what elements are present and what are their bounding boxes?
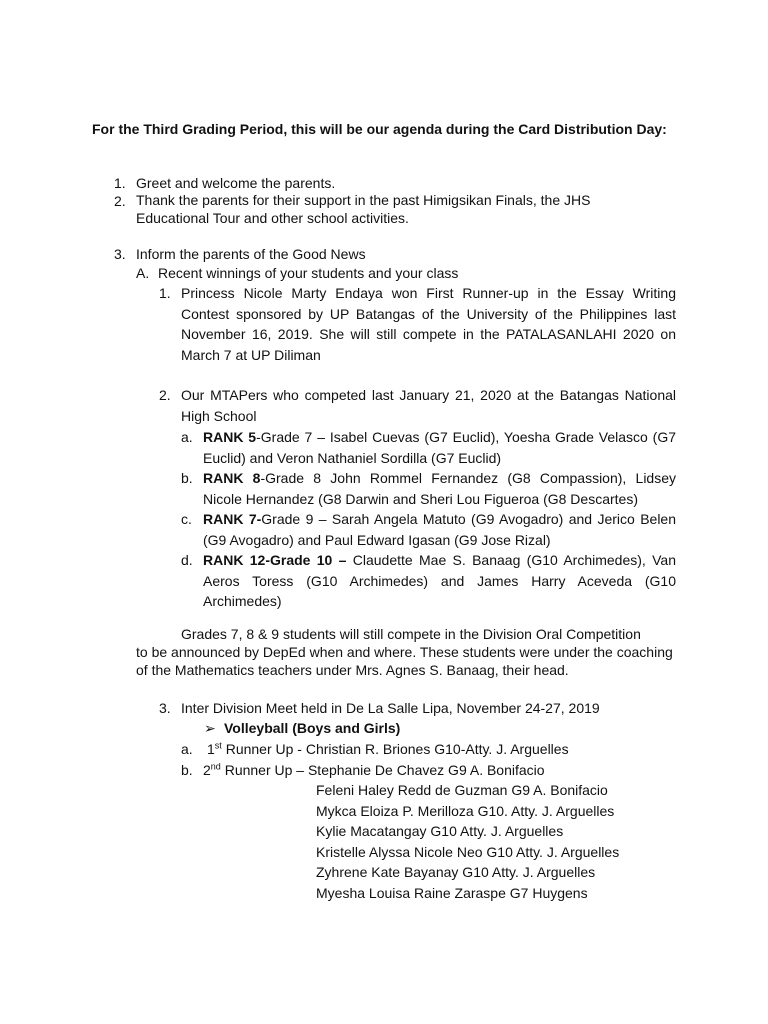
rank-d-title: RANK 12-Grade 10 – <box>203 552 347 568</box>
rank-c-text: Grade 9 – Sarah Angela Matuto (G9 Avogadro) and Jerico Belen (G9 Avogadro) and Paul Edward Igasan (G9 Jose Rizal) <box>203 511 676 548</box>
rank-c-item <box>203 509 676 550</box>
sub-3-text: Inter Division Meet held in De La Salle Lipa, November 24-27, 2019 <box>181 700 600 716</box>
item-1-text: Greet and welcome the parents. <box>136 175 336 191</box>
rank-c-title: RANK 7- <box>203 511 262 527</box>
agenda-heading: For the Third Grading Period, this will be our agenda during the Card Distribution Day: <box>92 121 667 137</box>
runner-b-item <box>203 760 677 781</box>
sub-1-text: Princess Nicole Marty Endaya won First Runner-up in the Essay Writing Contest sponsored by UP Batangas of the University of the Philippines last November 16, 2019. She will still compete in the PATALASANLAHI 2020 on March 7 at UP Diliman <box>181 285 676 363</box>
grades-paragraph-rest: to be announced by DepEd when and where. These students were under the coaching of the Mathematics teachers under Mrs. Agnes S. Banaag, their head. <box>136 644 673 678</box>
volleyball-title: Volleyball (Boys and Girls) <box>224 720 401 736</box>
team-member-list <box>316 780 696 903</box>
item-1-number: 1. <box>114 175 126 191</box>
sub-3-number: 3. <box>159 700 171 716</box>
team-member: Feleni Haley Redd de Guzman G9 A. Bonifacio <box>316 782 608 798</box>
team-member: Zyhrene Kate Bayanay G10 Atty. J. Arguelles <box>316 864 596 880</box>
rank-d-text: Claudette Mae S. Banaag (G10 Archimedes), Van Aeros Toress (G10 Archimedes) and James Harry Aceveda (G10 Archimedes) <box>203 552 676 609</box>
runner-b-letter: b. <box>181 762 193 778</box>
rank-b-item <box>203 468 676 509</box>
rank-d-item <box>203 550 676 612</box>
rank-b-text: -Grade 8 John Rommel Fernandez (G8 Compassion), Lidsey Nicole Hernandez (G8 Darwin and Sheri Lou Figueroa (G8 Descartes) <box>203 470 676 507</box>
sub-2-number: 2. <box>159 387 171 403</box>
rank-b-title: RANK 8 <box>203 470 261 486</box>
runner-b-text: Runner Up – Stephanie De Chavez G9 A. Bonifacio <box>220 762 545 778</box>
team-member: Mykca Eloiza P. Merilloza G10. Atty. J. Arguelles <box>316 802 615 819</box>
runner-a-text: Runner Up - Christian R. Briones G10-Atty. J. Arguelles <box>221 741 569 757</box>
item-3-number: 3. <box>114 246 126 262</box>
team-member: Kylie Macatangay G10 Atty. J. Arguelles <box>316 823 564 839</box>
item-2-number: 2. <box>114 193 126 209</box>
section-a-text: Recent winnings of your students and your class <box>158 265 459 281</box>
runner-a-letter: a. <box>181 741 193 757</box>
runner-b-ordinal: 2 <box>203 762 211 778</box>
runner-b-ordinal-suffix: nd <box>210 761 221 772</box>
volleyball-heading <box>204 718 624 739</box>
team-member: Kristelle Alyssa Nicole Neo G10 Atty. J. Arguelles <box>316 843 620 860</box>
rank-a-text: -Grade 7 – Isabel Cuevas (G7 Euclid), Yoesha Grade Velasco (G7 Euclid) and Veron Nathaniel Sordilla (G7 Euclid) <box>203 429 676 466</box>
rank-c-letter: c. <box>181 511 192 527</box>
runner-a-item <box>207 739 677 760</box>
item-2-text: Thank the parents for their support in the past Himigsikan Finals, the JHS Educational Tour and other school activities. <box>136 192 591 226</box>
rank-d-letter: d. <box>181 552 193 568</box>
sub-2-text: Our MTAPers who competed last January 21, 2020 at the Batangas National High School <box>181 387 676 424</box>
runner-a-ordinal: 1 <box>207 741 215 757</box>
rank-a-letter: a. <box>181 429 193 445</box>
rank-b-letter: b. <box>181 470 193 486</box>
arrow-bullet-icon: ➢ <box>204 720 216 736</box>
rank-a-title: RANK 5 <box>203 429 257 445</box>
item-3-text: Inform the parents of the Good News <box>136 246 366 262</box>
team-member: Myesha Louisa Raine Zaraspe G7 Huygens <box>316 884 588 901</box>
section-a-letter: A. <box>136 265 150 281</box>
runner-a-ordinal-suffix: st <box>214 740 222 751</box>
grades-paragraph-first-line: Grades 7, 8 & 9 students will still compete in the Division Oral Competition <box>181 626 641 642</box>
sub-1-number: 1. <box>159 285 171 301</box>
rank-a-item <box>203 427 676 468</box>
